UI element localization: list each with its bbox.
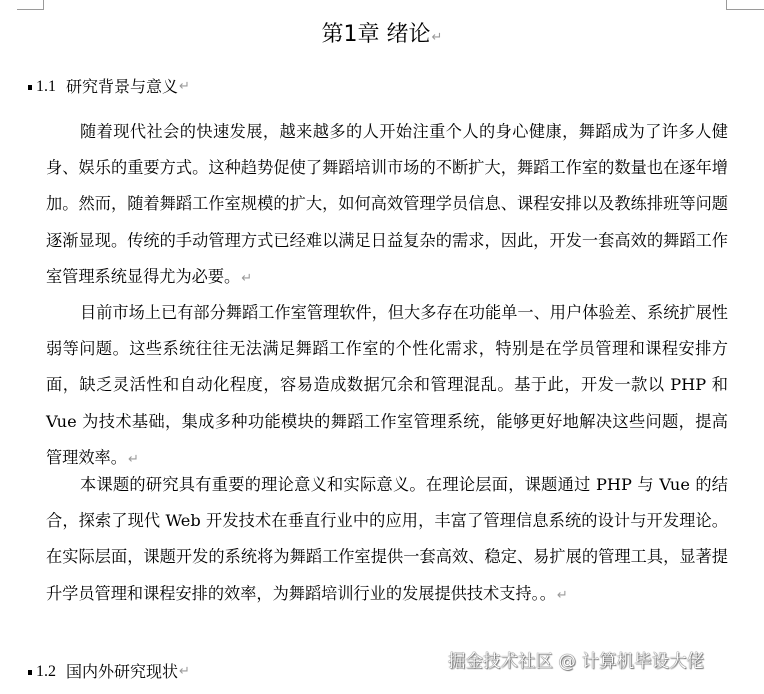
paragraph-mark-icon: ↵: [241, 270, 253, 286]
paragraph-mark-icon: ↵: [179, 79, 190, 94]
section-number: 1.1: [36, 78, 56, 95]
section-heading-1-2: [28, 660, 190, 684]
section-title: 国内外研究现状: [66, 662, 179, 681]
paragraph-mark-icon: ↵: [179, 664, 190, 679]
section-number: 1.2: [36, 663, 56, 680]
paragraph-mark-icon: ↵: [556, 587, 568, 603]
page-corner-mark-top-right: [726, 0, 764, 10]
paragraph-text: 本课题的研究具有重要的理论意义和实际意义。在理论层面，课题通过 PHP 与 Vue 的结合，探索了现代 Web 开发技术在垂直行业中的应用，丰富了管理信息系统的设计与开发理论。在实际层面，课题开发的系统将为舞蹈工作室提供一套高效、稳定、易扩展的管理工具，显著提升学员管理和课程安排的效率，为舞蹈培训行业的发展提供技术支持。。: [46, 475, 728, 603]
watermark: 掘金技术社区 @ 计算机毕设大佬: [448, 652, 705, 672]
paragraph-text: 目前市场上已有部分舞蹈工作室管理软件，但大多存在功能单一、用户体验差、系统扩展性弱等问题。这些系统往往无法满足舞蹈工作室的个性化需求，特别是在学员管理和课程安排方面，缺乏灵活性和自动化程度，容易造成数据冗余和管理混乱。基于此，开发一款以 PHP 和 Vue 为技术基础，集成多种功能模块的舞蹈工作室管理系统，能够更好地解决这些问题，提高管理效率。: [46, 303, 728, 467]
heading-bullet-icon: [28, 85, 32, 90]
section-title: 研究背景与意义: [66, 77, 179, 96]
body-paragraph-2: [46, 295, 728, 478]
body-paragraph-1: [46, 114, 728, 297]
chapter-title: [0, 18, 764, 55]
paragraph-mark-icon: ↵: [127, 451, 139, 467]
paragraph-mark-icon: ↵: [431, 30, 443, 45]
body-paragraph-3: [46, 467, 728, 614]
section-heading-1-1: [28, 75, 190, 99]
heading-bullet-icon: [28, 670, 32, 675]
paragraph-text: 随着现代社会的快速发展，越来越多的人开始注重个人的身心健康，舞蹈成为了许多人健身、娱乐的重要方式。这种趋势促使了舞蹈培训市场的不断扩大，舞蹈工作室的数量也在逐年增加。然而，随着舞蹈工作室规模的扩大，如何高效管理学员信息、课程安排以及教练排班等问题逐渐显现。传统的手动管理方式已经难以满足日益复杂的需求，因此，开发一套高效的舞蹈工作室管理系统显得尤为必要。: [46, 122, 728, 286]
page-corner-mark-top-left: [17, 0, 44, 10]
chapter-title-text: 第1章 绪论: [321, 22, 431, 47]
